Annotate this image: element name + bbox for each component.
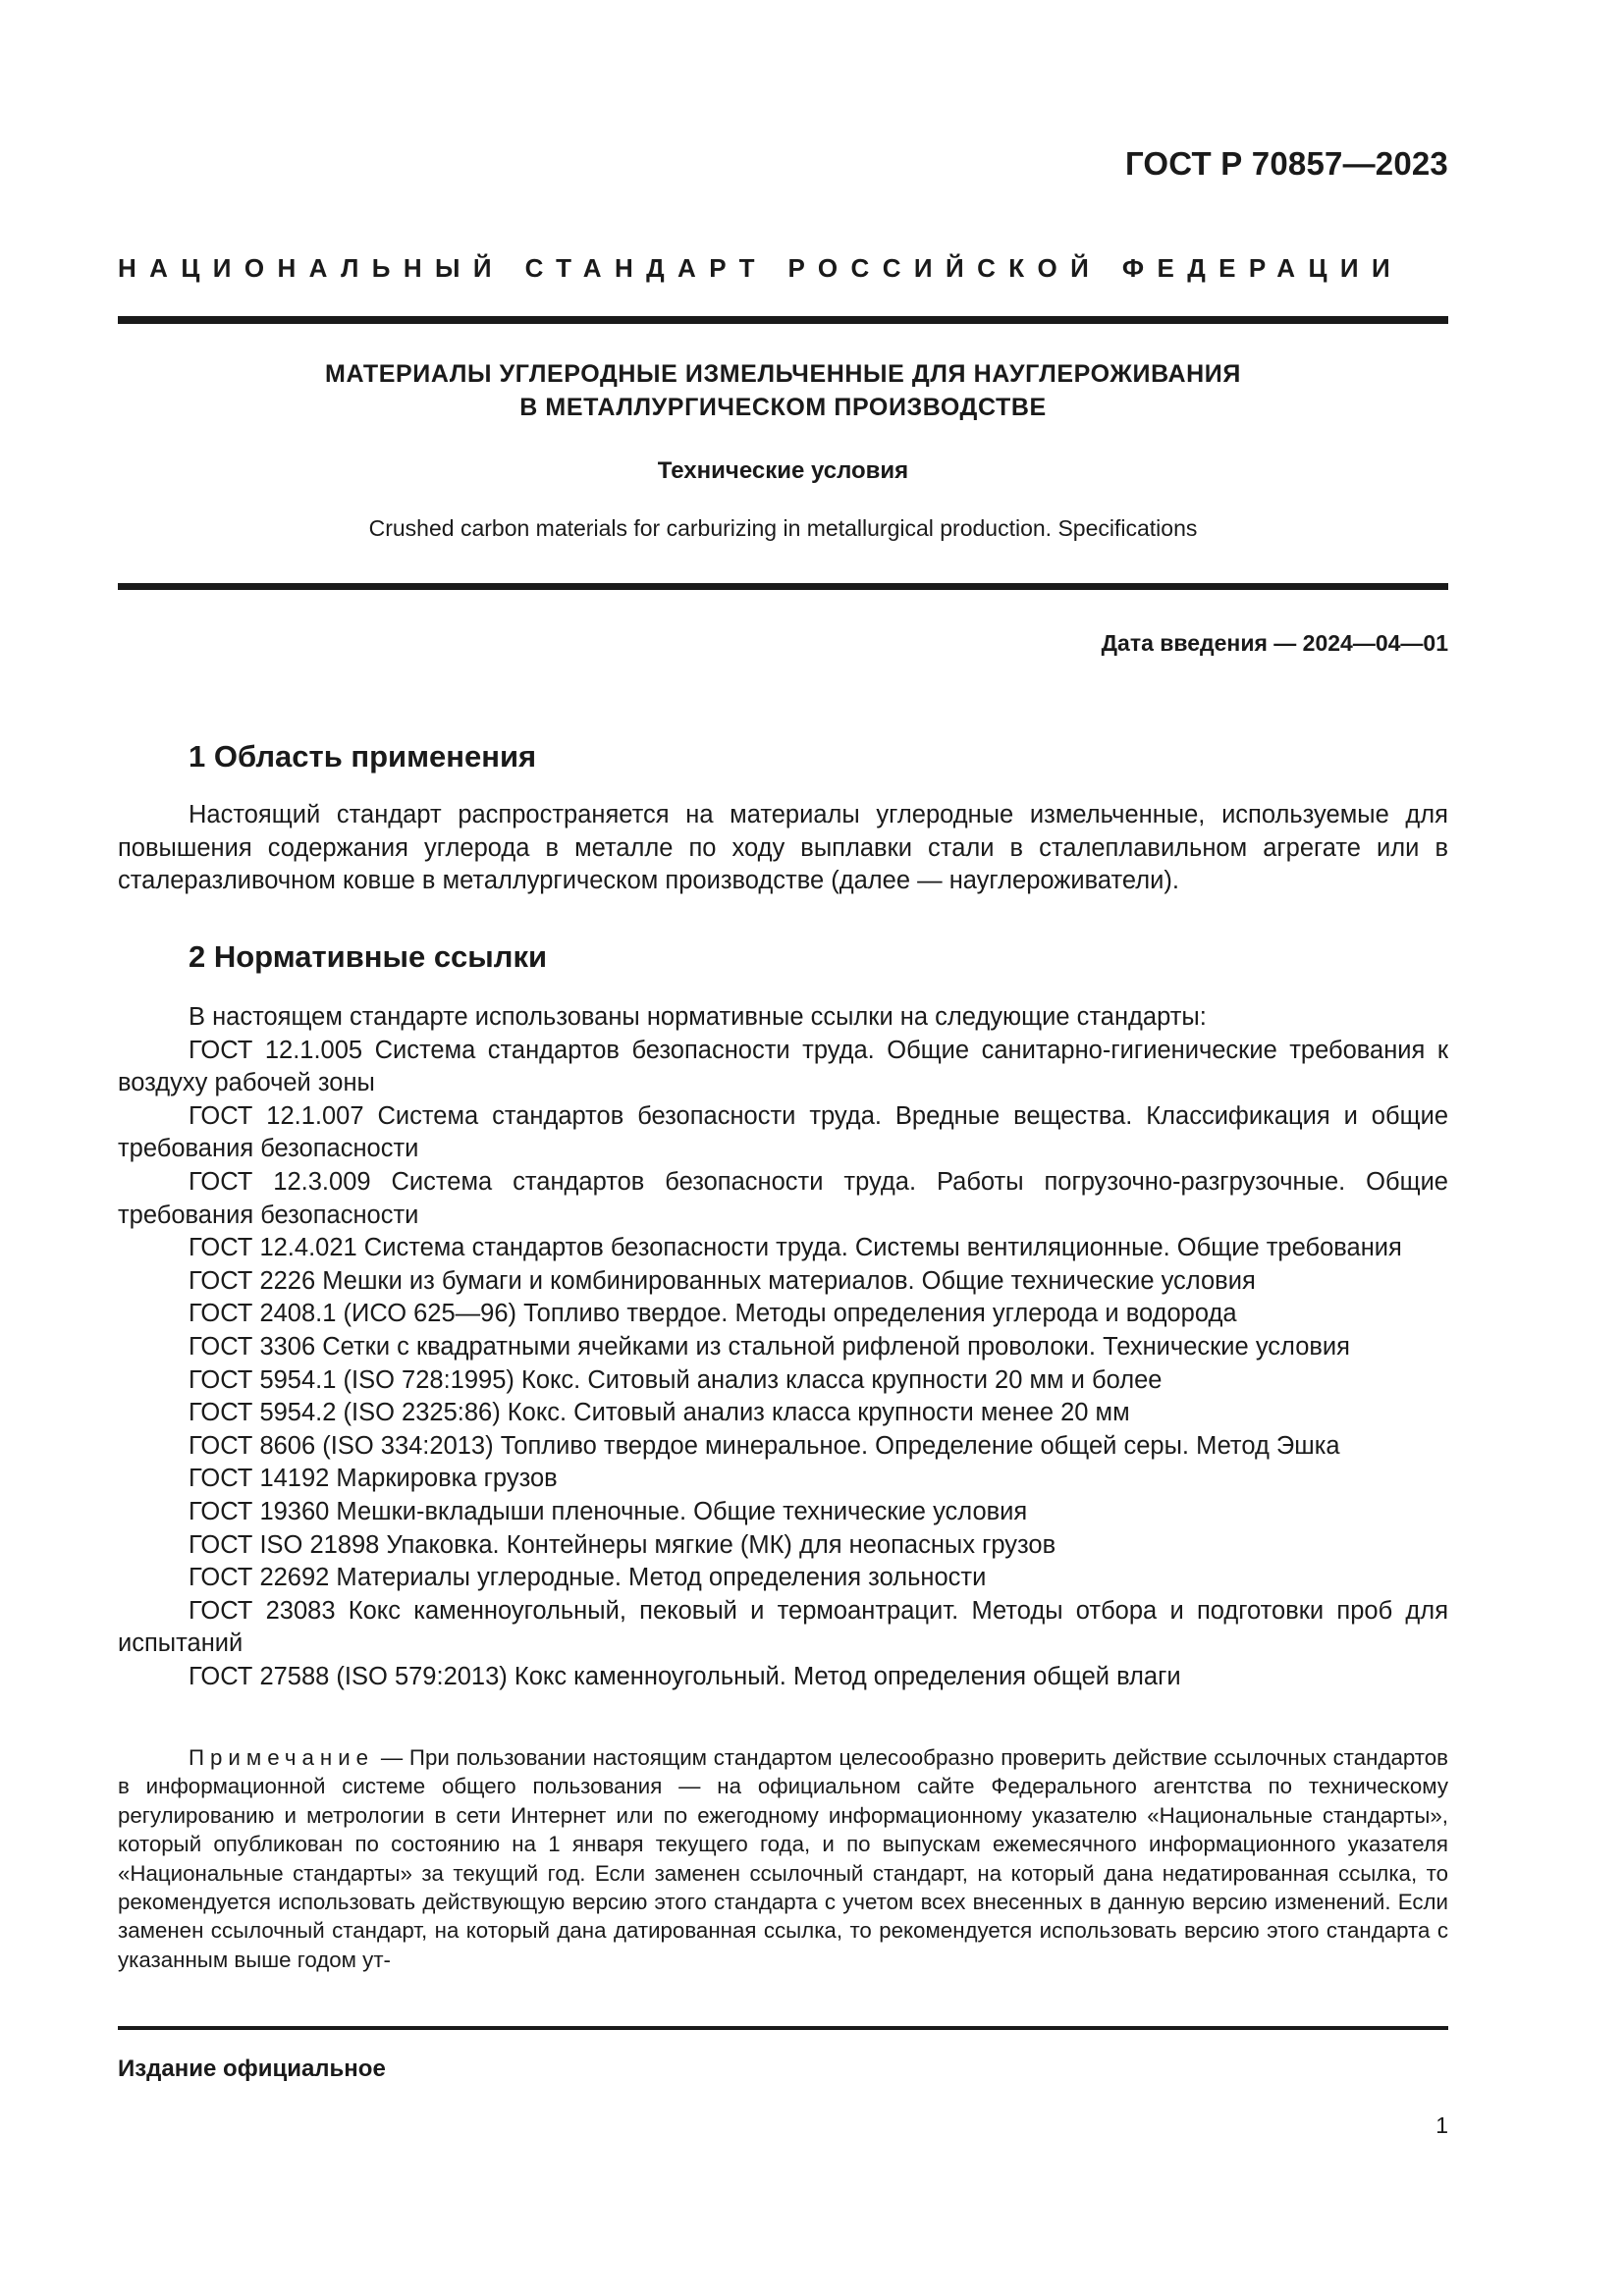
reference-item: ГОСТ 12.4.021 Система стандартов безопасности труда. Системы вентиляционные. Общие требования [189, 1234, 1402, 1262]
reference-item: ГОСТ 8606 (ISO 334:2013) Топливо твердое минеральное. Определение общей серы. Метод Эшка [189, 1431, 1340, 1460]
reference-item: ГОСТ 27588 (ISO 579:2013) Кокс каменноугольный. Метод определения общей влаги [189, 1662, 1181, 1690]
reference-item: ГОСТ 5954.1 (ISO 728:1995) Кокс. Ситовый анализ класса крупности 20 мм и более [189, 1365, 1163, 1394]
reference-item: ГОСТ 2408.1 (ИСО 625—96) Топливо твердое. Методы определения углерода и водорода [189, 1300, 1237, 1328]
reference-item: ГОСТ 2226 Мешки из бумаги и комбинированных материалов. Общие технические условия [189, 1266, 1256, 1295]
section-2-intro: В настоящем стандарте использованы нормативные ссылки на следующие стандарты: [189, 1003, 1207, 1031]
reference-item: ГОСТ 3306 Сетки с квадратными ячейками из стальной рифленой проволоки. Технические условия [189, 1332, 1350, 1361]
official-edition-label: Издание официальное [118, 2056, 386, 2082]
section-2-body [118, 1001, 1448, 1693]
page-number: 1 [1435, 2112, 1448, 2138]
gost-code: ГОСТ Р 70857—2023 [1124, 145, 1448, 182]
title-line-1: МАТЕРИАЛЫ УГЛЕРОДНЫЕ ИЗМЕЛЬЧЕННЫЕ ДЛЯ НАУГЛЕРОЖИВАНИЯ [325, 360, 1241, 388]
section-2-heading: 2 Нормативные ссылки [189, 939, 548, 974]
reference-item: ГОСТ 12.1.007 Система стандартов безопасности труда. Вредные вещества. Классификация и общие требования безопасности [118, 1101, 1448, 1163]
footer-rule [118, 2026, 1448, 2030]
reference-item: ГОСТ 5954.2 (ISO 2325:86) Кокс. Ситовый анализ класса крупности менее 20 мм [189, 1399, 1130, 1427]
document-title [118, 357, 1448, 424]
reference-item: ГОСТ ISO 21898 Упаковка. Контейнеры мягкие (МК) для неопасных грузов [189, 1530, 1056, 1559]
top-rule [118, 316, 1448, 324]
note-label: Примечание [189, 1745, 375, 1770]
reference-item: ГОСТ 12.1.005 Система стандартов безопасности труда. Общие санитарно-гигиенические требования к воздуху рабочей зоны [118, 1036, 1448, 1097]
section-1-paragraph: Настоящий стандарт распространяется на материалы углеродные измельченные, используемые для повышения содержания углерода в металле по ходу выплавки стали в сталеплавильном агрегате или в сталеразливочном ковше в металлургическом производстве (далее — науглероживатели). [118, 801, 1448, 895]
reference-item: ГОСТ 12.3.009 Система стандартов безопасности труда. Работы погрузочно-разгрузочные. Общие требования безопасности [118, 1167, 1448, 1229]
reference-note [118, 1743, 1448, 1974]
note-text: — При пользовании настоящим стандартом целесообразно проверить действие ссылочных стандартов в информационной системе общего пользования — на официальном сайте Федерального агентства по техническому регулированию и метрологии в сети Интернет или по ежегодному информационному указателю «Национальные стандарты», который опубликован по состоянию на 1 января текущего года, и по выпускам ежемесячного информационного указателя «Национальные стандарты» за текущий год. Если заменен ссылочный стандарт, на который дана недатированная ссылка, то рекомендуется использовать действующую версию этого стандарта с учетом всех внесенных в данную версию изменений. Если заменен ссылочный стандарт, на который дана датированная ссылка, то рекомендуется использовать версию этого стандарта с указанным выше годом ут- [118, 1745, 1448, 1972]
title-bottom-rule [118, 583, 1448, 590]
document-subtitle: Технические условия [657, 457, 909, 484]
note-paragraph [118, 1743, 1448, 1974]
national-standard-banner: НАЦИОНАЛЬНЫЙ СТАНДАРТ РОССИЙСКОЙ ФЕДЕРАЦИИ [118, 253, 1404, 283]
reference-item: ГОСТ 23083 Кокс каменноугольный, пековый и термоантрацит. Методы отбора и подготовки проб для испытаний [118, 1596, 1448, 1658]
section-1-heading: 1 Область применения [189, 739, 537, 774]
reference-item: ГОСТ 19360 Мешки-вкладыши пленочные. Общие технические условия [189, 1497, 1028, 1525]
reference-item: ГОСТ 14192 Маркировка грузов [189, 1465, 558, 1493]
title-line-2: В МЕТАЛЛУРГИЧЕСКОМ ПРОИЗВОДСТВЕ [519, 394, 1047, 421]
introduction-date: Дата введения — 2024—04—01 [1101, 630, 1448, 656]
section-1-body [118, 799, 1448, 898]
reference-item: ГОСТ 22692 Материалы углеродные. Метод определения зольности [189, 1564, 987, 1592]
english-title: Crushed carbon materials for carburizing in metallurgical production. Specifications [368, 515, 1198, 541]
